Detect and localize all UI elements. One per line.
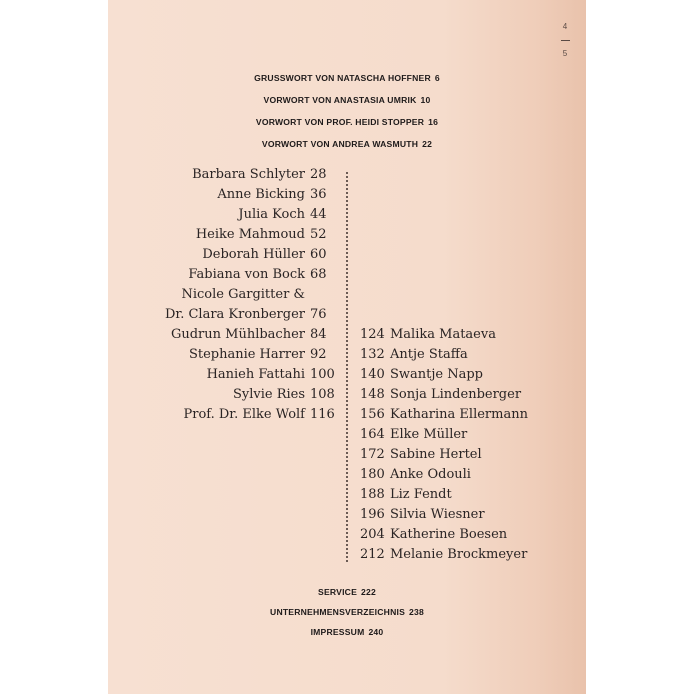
page-number-divider	[561, 40, 570, 41]
toc-divider-dotted	[346, 172, 348, 562]
toc-entry-right: 156 Katharina Ellermann	[360, 407, 528, 422]
toc-entry-left: Sylvie Ries 108	[232, 387, 335, 402]
toc-entry-right: 148 Sonja Lindenberger	[360, 387, 522, 402]
page-number-bottom: 5	[562, 49, 568, 58]
toc-entry-right: 180 Anke Odouli	[360, 467, 471, 482]
toc-entry-left: Gudrun Mühlbacher 84	[170, 327, 327, 342]
toc-entry-left: Stephanie Harrer 92	[188, 347, 327, 362]
toc-entry-left: Heike Mahmoud 52	[195, 227, 327, 242]
toc-entry-right: 188 Liz Fendt	[360, 487, 452, 502]
toc-entry-right: 204 Katherine Boesen	[360, 527, 508, 542]
toc-entry-right: 132 Antje Staffa	[360, 347, 468, 362]
toc-entry-right: 164 Elke Müller	[360, 427, 468, 442]
page-number-top: 4	[562, 22, 568, 31]
toc-entry-left: Dr. Clara Kronberger 76	[164, 307, 327, 322]
toc-entry-right: 172 Sabine Hertel	[360, 447, 482, 462]
toc-back-item: IMPRESSUM 240	[310, 627, 384, 637]
toc-entry-left: Fabiana von Bock 68	[188, 267, 327, 282]
toc-entry-left: Deborah Hüller 60	[202, 247, 327, 262]
toc-entry-left: Julia Koch 44	[238, 207, 327, 222]
toc-entry-left: Nicole Gargitter &	[181, 287, 305, 302]
toc-entry-right: 140 Swantje Napp	[360, 367, 484, 382]
toc-back-item: SERVICE 222	[318, 587, 376, 597]
toc-entry-right: 212 Melanie Brockmeyer	[360, 547, 528, 562]
toc-entry-right: 124 Malika Mataeva	[360, 327, 496, 342]
toc-entry-right: 196 Silvia Wiesner	[360, 507, 485, 522]
toc-front-item: GRUSSWORT VON NATASCHA HOFFNER 6	[254, 73, 440, 83]
toc-entry-left: Hanieh Fattahi 100	[206, 367, 335, 382]
toc-back-item: UNTERNEHMENSVERZEICHNIS 238	[270, 607, 424, 617]
toc-front-item: VORWORT VON PROF. HEIDI STOPPER 16	[255, 117, 439, 127]
toc-front-item: VORWORT VON ANASTASIA UMRIK 10	[263, 95, 431, 105]
toc-entry-left: Barbara Schlyter 28	[192, 167, 327, 182]
toc-front-item: VORWORT VON ANDREA WASMUTH 22	[261, 139, 433, 149]
toc-entry-left: Anne Bicking 36	[217, 187, 327, 202]
toc-entry-left: Prof. Dr. Elke Wolf 116	[183, 407, 335, 422]
